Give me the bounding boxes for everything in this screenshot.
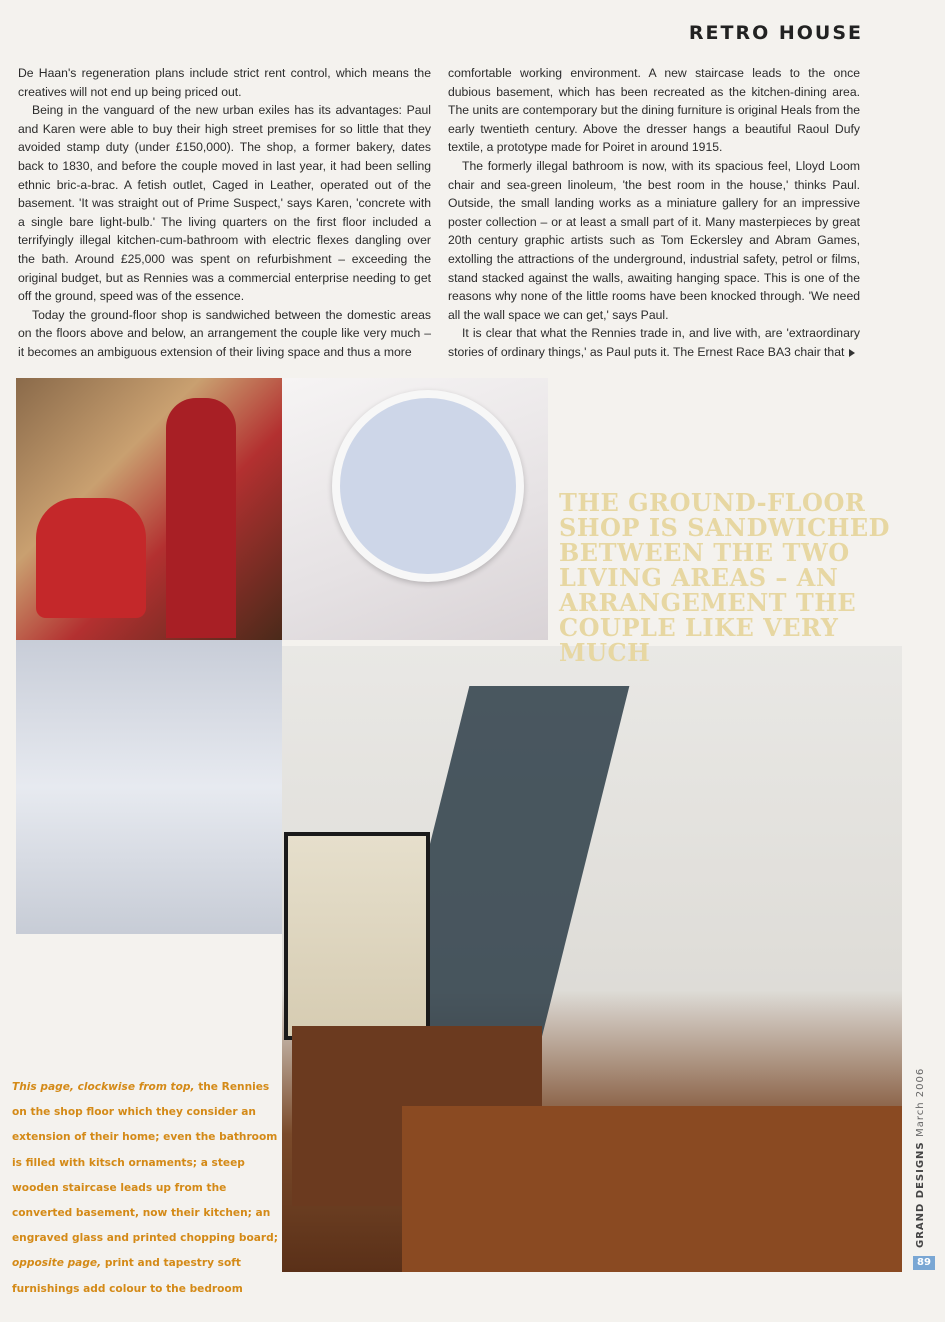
footer-vertical — [915, 1068, 933, 1248]
paragraph: Today the ground-floor shop is sandwiched between the domestic areas on the floors above and below, an arrangement the couple like very much – it becomes an ambiguous extension of their living space and thus a more — [18, 307, 431, 359]
caption-text: print and tapestry soft furnishings add colour to the bedroom — [12, 1257, 243, 1295]
paragraph-text: It is clear that what the Rennies trade in, and live with, are 'extraordinary stories of ordinary things,' as Paul puts it. The Ernest Race BA3 chair that — [448, 326, 860, 359]
person-figure — [36, 498, 146, 618]
caption-opposite: opposite page, — [12, 1257, 102, 1270]
photo-engraved-glass — [16, 640, 282, 934]
caption-lead: This page, clockwise from top, — [12, 1081, 195, 1093]
paragraph: The formerly illegal bathroom is now, with its spacious feel, Lloyd Loom chair and sea-green linoleum, 'the best room in the house,' thinks Paul. Outside, the small landing works as a miniature gallery for an impressive poster collection – or at least a small part of it. Many masterpieces by great 20th century graphic artists such as Tom Eckersley and Abram Games, extolling the attractions of the underground, industrial safety, petrol or films, stand stacked against the walls, awaiting hanging space. This is one of the reasons why none of the little rooms have been knocked through. 'We need all the wall space we can get,' says Paul. — [448, 158, 860, 322]
wall-poster — [284, 832, 430, 1040]
photo-staircase-kitchen — [282, 646, 902, 1272]
caption-text: the Rennies on the shop floor which they consider an extension of their home; even the bathroom is filled with kitsch ornaments; a steep wooden staircase leads up from the converted basement, now their kitchen; an engraved glass and printed chopping board; — [12, 1081, 278, 1245]
page-number: 89 — [913, 1256, 935, 1270]
magazine-name: GRAND DESIGNS — [915, 1141, 926, 1248]
section-header: RETRO HOUSE — [688, 22, 863, 44]
article-column-left — [18, 64, 431, 362]
pull-quote: THE GROUND-FLOOR SHOP IS SANDWICHED BETWEEN THE TWO LIVING AREAS – AN ARRANGEMENT THE COUPLE LIKE VERY MUCH — [559, 488, 890, 667]
paragraph: Being in the vanguard of the new urban exiles has its advantages: Paul and Karen were able to buy their high street premises for so little that they avoided stamp duty (under £150,000). The shop, a former bakery, dates back to 1830, and before the couple moved in last year, it had been selling ethnic bric-a-brac. A fetish outlet, Caged in Leather, operated out of the basement. 'It was straight out of Prime Suspect,' says Karen, 'concrete with a single bare light-bulb.' The living quarters on the first floor included a terrifyingly illegal kitchen-cum-bathroom with electric flexes dangling over the bath. Around £25,000 was spent on refurbishment – exceeding the original budget, but as Rennies was a commercial enterprise needing to get off the ground, speed was of the essence. — [18, 103, 431, 304]
paragraph: De Haan's regeneration plans include strict rent control, which means the creatives will not end up being priced out. — [18, 66, 431, 99]
paragraph — [448, 324, 860, 361]
photo-bathroom-plate — [282, 378, 548, 640]
dining-table — [402, 1106, 902, 1272]
ship-plate — [332, 390, 524, 582]
paragraph: comfortable working environment. A new staircase leads to the once dubious basement, which has been recreated as the kitchen-dining area. The units are contemporary but the dining furniture is original Heals from the early twentieth century. Above the dresser hangs a beautiful Raoul Dufy textile, a prototype made for Poiret in around 1915. — [448, 66, 860, 155]
continue-arrow-icon — [849, 349, 855, 357]
person-figure — [166, 398, 236, 638]
article-column-right — [448, 64, 860, 362]
photo-caption — [12, 1075, 280, 1302]
issue-date: March 2006 — [915, 1067, 926, 1137]
photo-shop-floor — [16, 378, 282, 640]
footer-magazine — [915, 1068, 926, 1248]
